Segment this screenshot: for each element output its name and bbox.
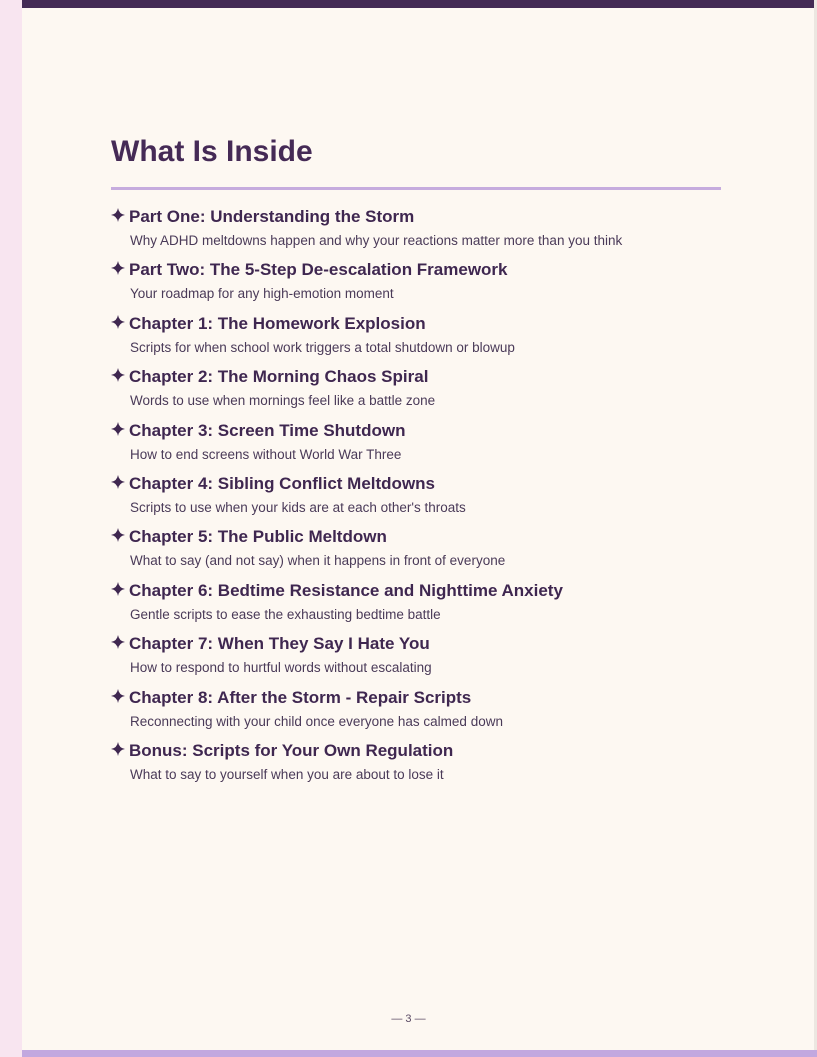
bottom-accent-bar xyxy=(22,1050,817,1057)
four-point-star-icon xyxy=(111,422,125,436)
toc-entry-heading-row xyxy=(111,473,721,495)
toc-entry-description: What to say (and not say) when it happens in front of everyone xyxy=(130,553,506,569)
four-point-star-icon xyxy=(111,582,125,596)
toc-entry-heading-row xyxy=(111,366,721,388)
four-point-star-icon xyxy=(111,635,125,649)
four-point-star-icon xyxy=(111,261,125,275)
toc-entry-description: Reconnecting with your child once everyone has calmed down xyxy=(130,713,503,729)
four-point-star-icon xyxy=(111,208,125,222)
toc-entry-heading-row xyxy=(111,313,721,335)
four-point-star-icon xyxy=(111,742,125,756)
toc-entry-heading-row xyxy=(111,420,721,442)
toc-entry-description: Your roadmap for any high-emotion moment xyxy=(130,286,394,302)
four-point-star-icon xyxy=(111,368,125,382)
toc-list xyxy=(111,206,721,793)
toc-entry-description: How to respond to hurtful words without escalating xyxy=(130,660,432,676)
toc-entry-title: Chapter 3: Screen Time Shutdown xyxy=(129,420,406,440)
toc-entry-title: Chapter 6: Bedtime Resistance and Nighttime Anxiety xyxy=(129,580,563,600)
toc-entry-heading-row xyxy=(111,687,721,709)
toc-entry-heading-row xyxy=(111,206,721,228)
toc-entry-title: Chapter 4: Sibling Conflict Meltdowns xyxy=(129,473,435,493)
title-divider xyxy=(111,187,721,190)
toc-entry xyxy=(111,206,721,259)
toc-entry-title: Bonus: Scripts for Your Own Regulation xyxy=(129,740,454,760)
toc-entry-description: Words to use when mornings feel like a battle zone xyxy=(130,393,436,409)
toc-entry-title: Chapter 7: When They Say I Hate You xyxy=(129,634,430,654)
toc-entry xyxy=(111,473,721,526)
toc-entry-description: How to end screens without World War Three xyxy=(130,446,402,462)
toc-entry-title: Part One: Understanding the Storm xyxy=(129,207,415,226)
toc-entry-heading-row xyxy=(111,740,721,762)
toc-entry-heading-row xyxy=(111,633,721,655)
toc-entry xyxy=(111,259,721,312)
toc-entry-title: Chapter 5: The Public Meltdown xyxy=(129,527,387,547)
four-point-star-icon xyxy=(111,528,125,542)
toc-entry xyxy=(111,740,721,793)
four-point-star-icon xyxy=(111,315,125,329)
toc-entry xyxy=(111,687,721,740)
toc-entry-description: Why ADHD meltdowns happen and why your reactions matter more than you think xyxy=(130,233,623,248)
toc-entry-title: Chapter 8: After the Storm - Repair Scripts xyxy=(129,687,472,707)
toc-entry xyxy=(111,420,721,473)
toc-entry xyxy=(111,633,721,686)
toc-entry-description: Scripts to use when your kids are at each other's throats xyxy=(130,499,466,515)
toc-entry-description: Scripts for when school work triggers a total shutdown or blowup xyxy=(130,339,515,355)
toc-entry-heading-row xyxy=(111,259,721,281)
toc-entry-heading-row xyxy=(111,526,721,548)
toc-entry-description: What to say to yourself when you are about to lose it xyxy=(130,766,444,782)
top-accent-bar xyxy=(22,0,814,8)
toc-entry xyxy=(111,526,721,579)
toc-content xyxy=(111,133,721,793)
toc-entry-title: Part Two: The 5-Step De-escalation Framework xyxy=(129,260,508,280)
toc-entry-heading-row xyxy=(111,580,721,602)
toc-entry-description: Gentle scripts to ease the exhausting bedtime battle xyxy=(130,606,441,622)
toc-entry xyxy=(111,580,721,633)
toc-entry xyxy=(111,366,721,419)
four-point-star-icon xyxy=(111,475,125,489)
page-title: What Is Inside xyxy=(111,135,313,168)
page-number: — 3 — xyxy=(391,1013,426,1025)
toc-entry-title: Chapter 1: The Homework Explosion xyxy=(129,313,426,333)
left-margin-strip xyxy=(0,0,22,1057)
four-point-star-icon xyxy=(111,689,125,703)
toc-entry-title: Chapter 2: The Morning Chaos Spiral xyxy=(129,367,429,387)
toc-entry xyxy=(111,313,721,366)
